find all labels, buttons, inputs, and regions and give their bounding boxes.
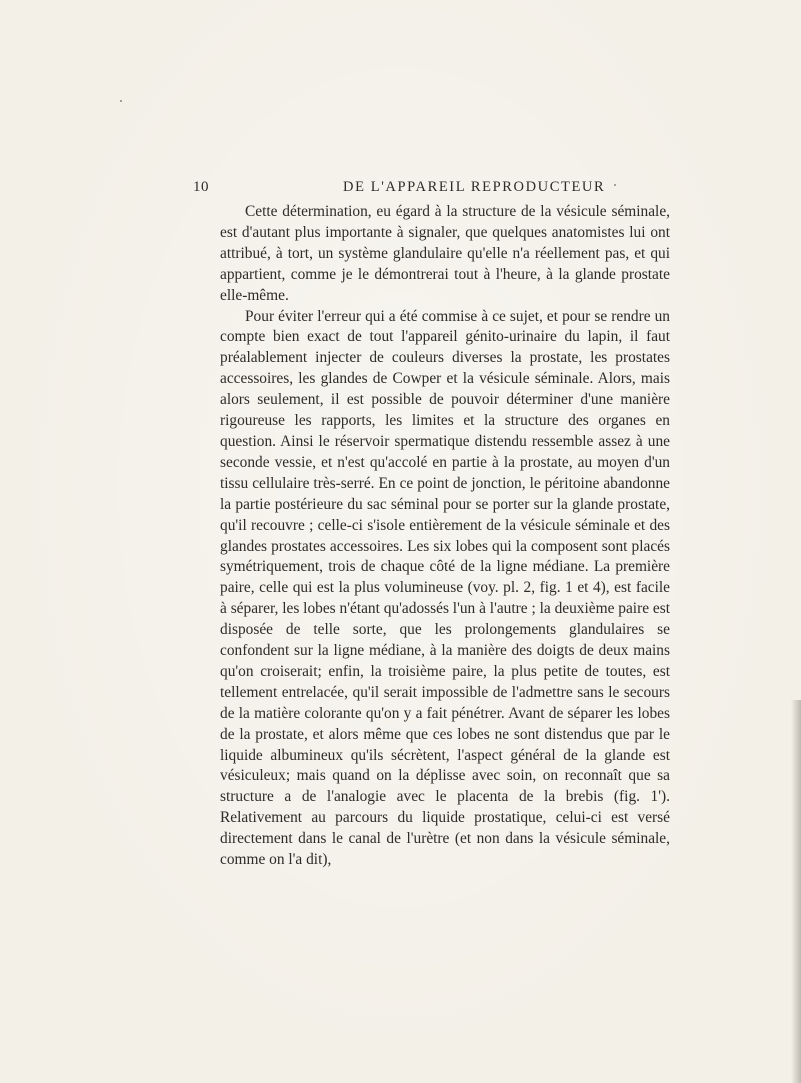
page-number: 10	[193, 179, 209, 195]
body-text	[220, 202, 670, 871]
page-edge-shadow	[791, 700, 801, 1083]
paper-speck	[120, 100, 122, 102]
page-header	[193, 179, 669, 201]
paragraph: Cette détermination, eu égard à la structure de la vésicule séminale, est d'autant plus importante à signaler, que quelques anatomistes lui ont attribué, à tort, un système glandulaire qu'elle n'a réellement pas, et qui appartient, comme je le démontrerai tout à l'heure, à la glande prostate elle-même.	[220, 203, 670, 304]
paragraph: Pour éviter l'erreur qui a été commise à ce sujet, et pour se rendre un compte bien exact de tout l'appareil génito-urinaire du lapin, il faut préalablement injecter de couleurs diverses la prostate, les prostates accessoires, les glandes de Cowper et la vésicule séminale. Alors, mais alors seulement, il est possible de pouvoir déterminer d'une manière rigoureuse les rapports, les limites et la structure des organes en question. Ainsi le réservoir spermatique distendu ressemble assez à une seconde vessie, et n'est qu'accolé en partie à la prostate, au moyen d'un tissu cellulaire très-serré. En ce point de jonction, le péritoine abandonne la partie postérieure du sac séminal pour se porter sur la glande prostate, qu'il recouvre ; celle-ci s'isole entièrement de la vésicule séminale et des glandes prostates accessoires. Les six lobes qui la composent sont placés symétriquement, trois de chaque côté de la ligne médiane. La première paire, celle qui est la plus volumineuse (voy. pl. 2, fig. 1 et 4), est facile à séparer, les lobes n'étant qu'adossés l'un à l'autre ; la deuxième paire est disposée de telle sorte, que les prolongements glandulaires se confondent sur la ligne médiane, à la manière des doigts de deux mains qu'on croiserait; enfin, la troisième paire, la plus petite de toutes, est tellement entrelacée, qu'il serait impossible de l'admettre sans le secours de la matière colorante qu'on y a fait pénétrer. Avant de séparer les lobes de la prostate, et alors même que ces lobes ne sont distendus que par le liquide albumineux qu'ils sécrètent, l'aspect général de la glande est vésiculeux; mais quand on la déplisse avec soin, on reconnaît que sa structure a de l'analogie avec le placenta de la brebis (fig. 1'). Relativement au parcours du liquide prostatique, celui-ci est versé directement dans le canal de l'urètre (et non dans la vésicule séminale, comme on l'a dit),	[220, 307, 670, 869]
running-head: DE L'APPAREIL REPRODUCTEUR	[343, 179, 606, 195]
